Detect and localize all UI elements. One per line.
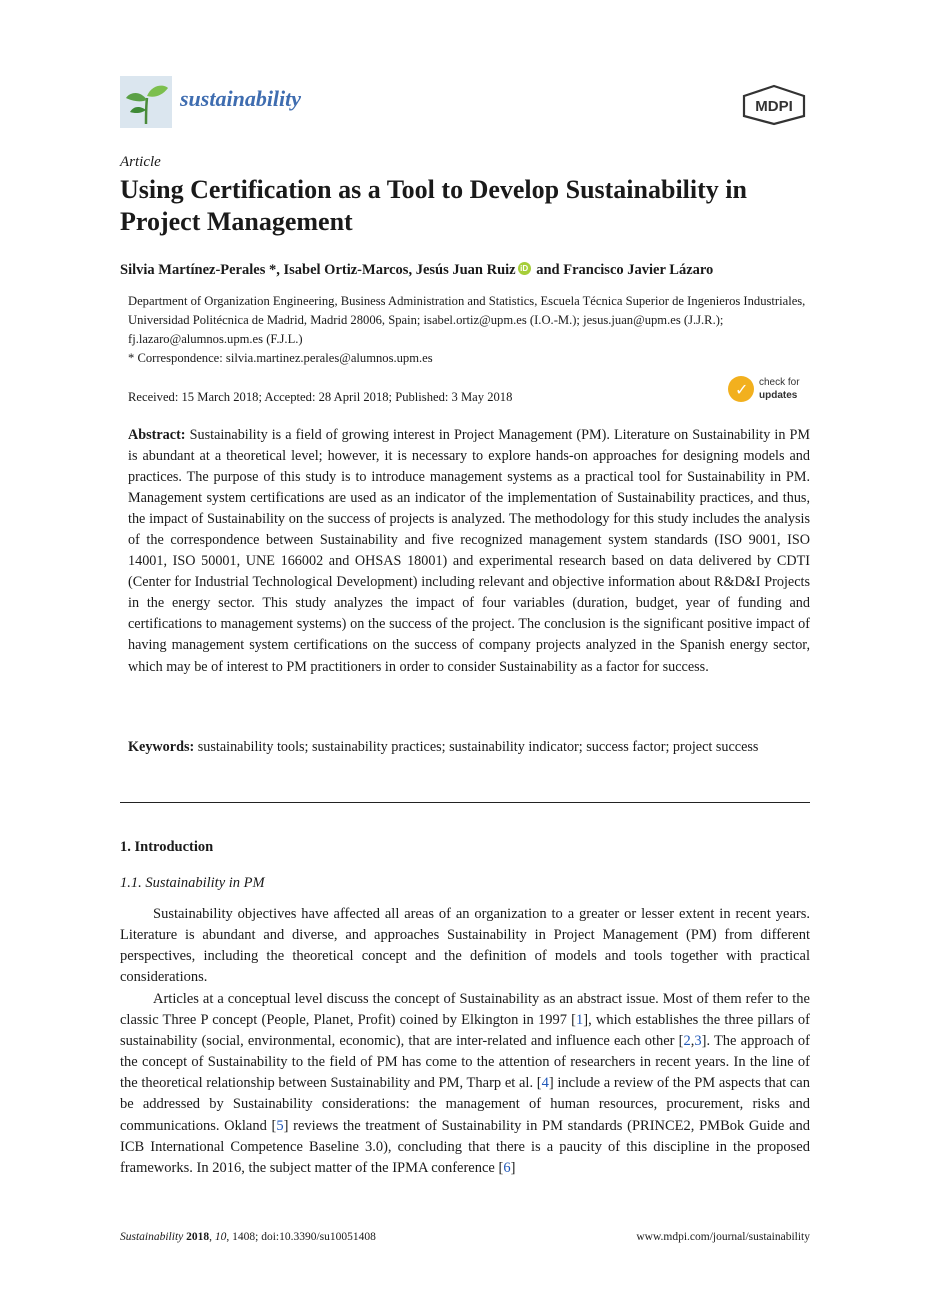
footer-citation: [120, 1231, 376, 1243]
body-text: [120, 904, 810, 1179]
check-updates-badge[interactable]: [728, 374, 812, 406]
footer-volume: 10: [214, 1231, 227, 1243]
subsection-heading: 1.1. Sustainability in PM: [120, 875, 265, 891]
text-run: ] reviews the treatment of Sustainability in PM standards (PRINCE2, PMBok Guide and ICB International Competence Baseline 3.0), concluding that there is a paucity of this discipline in the proposed frameworks. In 2016, the subject matter of the IPMA conference [: [120, 1117, 811, 1176]
citation-link[interactable]: 5: [276, 1117, 284, 1134]
text-run: ] include a review of the PM aspects that can be addressed by Sustainability considerations: the management of human resources, procurement, risks and communications. Okland [: [120, 1075, 810, 1134]
correspondence: * Correspondence: silvia.martinez.perales@alumnos.upm.es: [128, 351, 433, 365]
citation-link[interactable]: 4: [541, 1075, 549, 1092]
publication-dates: Received: 15 March 2018; Accepted: 28 April 2018; Published: 3 May 2018: [128, 390, 513, 404]
abstract: [128, 425, 810, 678]
footer-doi: , 1408; doi:10.3390/su10051408: [226, 1231, 376, 1243]
keywords-label: Keywords:: [128, 739, 195, 755]
footer-sep: ,: [209, 1231, 212, 1243]
keywords-text: sustainability tools; sustainability practices; sustainability indicator; success factor; project success: [197, 739, 759, 755]
citation-link[interactable]: 6: [503, 1159, 511, 1176]
footer-journal: Sustainability: [120, 1231, 184, 1243]
text-run: ], which establishes the three pillars of sustainability (social, environmental, economic), that are inter-related and influence each other [: [120, 1011, 810, 1049]
journal-name: sustainability: [180, 86, 302, 111]
text-run: ]. The approach of the concept of Sustainability to the field of PM has come to the attention of researchers in recent years. In the line of the theoretical relationship between Sustainability and PM, Tharp et al. [: [120, 1032, 811, 1092]
citation-link[interactable]: 3: [694, 1032, 702, 1049]
text-run: ]: [510, 1159, 516, 1176]
footer-url[interactable]: www.mdpi.com/journal/sustainability: [636, 1231, 810, 1243]
author-list: [120, 262, 820, 279]
check-updates-line1: check for: [759, 377, 800, 388]
mdpi-hexagon-logo: [740, 84, 808, 126]
text-run: ,: [690, 1032, 695, 1049]
abstract-text: Sustainability is a field of growing interest in Project Management (PM). Literature on Sustainability in PM is abundant at a theoretical level; however, it is necessary to explore hands-on approaches for designing models and practices. The purpose of this study is to introduce management systems as a practical tool for Sustainability in PM. Management system certifications are used as an indicator of the implementation of Sustainability practices, and thus, the impact of Sustainability on the success of projects is analyzed. The methodology for this study includes the analysis of the correspondence between Sustainability and five recognized management system standards (ISO 9001, ISO 14001, ISO 50001, UNE 166002 and OHSAS 18001) and experimental research based on data delivered by CDTI (Center for Industrial Technological Development) including relevant and objective information about R&D&I Projects in the energy sector. This study analyzes the impact of four variables (duration, budget, year of funding and certifications to management systems) on the success of the project. The conclusion is the significant positive impact of having management system certifications on the success of company projects analyzed in the Spanish energy sector, which may be of interest to PM practitioners in order to consider Sustainability as a factor for success.: [128, 427, 811, 675]
check-updates-icon: ✓: [728, 376, 754, 402]
check-updates-line2: updates: [759, 390, 798, 401]
footer-year: 2018: [186, 1231, 210, 1243]
citation-link[interactable]: 2: [683, 1032, 691, 1049]
citation-link[interactable]: 1: [575, 1011, 584, 1028]
orcid-icon[interactable]: iD: [518, 262, 531, 275]
article-type: Article: [120, 154, 161, 170]
abstract-label: Abstract:: [128, 427, 186, 443]
mdpi-text: MDPI: [755, 98, 793, 115]
affiliation: Department of Organization Engineering, Business Administration and Statistics, Escuela Técnica Superior de Ingenieros Industriales, Universidad Politécnica de Madrid, Madrid 28006, Spain; isabel.ortiz@upm.es (I.O.-M.); jesus.juan@upm.es (J.J.R.); fj.lazaro@alumnos.upm.es (F.J.L.): [128, 294, 806, 346]
divider: [120, 802, 810, 803]
paragraph: Sustainability objectives have affected all areas of an organization to a greater or lesser extent in recent years. Literature is abundant and diverse, and approaches Sustainability in Project Management (PM) from different perspectives, including the theoretical concept and the definition of models and tools together with practical considerations.: [120, 906, 810, 986]
authors-part2: and Francisco Javier Lázaro: [536, 262, 714, 278]
keywords: [128, 737, 810, 758]
authors-part1: Silvia Martínez-Perales *, Isabel Ortiz-Marcos, Jesús Juan Ruiz: [120, 262, 516, 278]
plant-leaf-icon: [120, 76, 172, 128]
paragraph: [120, 989, 810, 1179]
page-title: Using Certification as a Tool to Develop Sustainability in Project Management: [120, 175, 747, 236]
affiliation-block: [128, 292, 810, 368]
section-heading: 1. Introduction: [120, 839, 214, 855]
text-run: Articles at a conceptual level discuss the concept of Sustainability as an abstract issue. Most of them refer to the classic Three P concept (People, Planet, Profit) coined by Elkington in 1997 [: [120, 990, 810, 1028]
journal-logo: [120, 76, 172, 128]
